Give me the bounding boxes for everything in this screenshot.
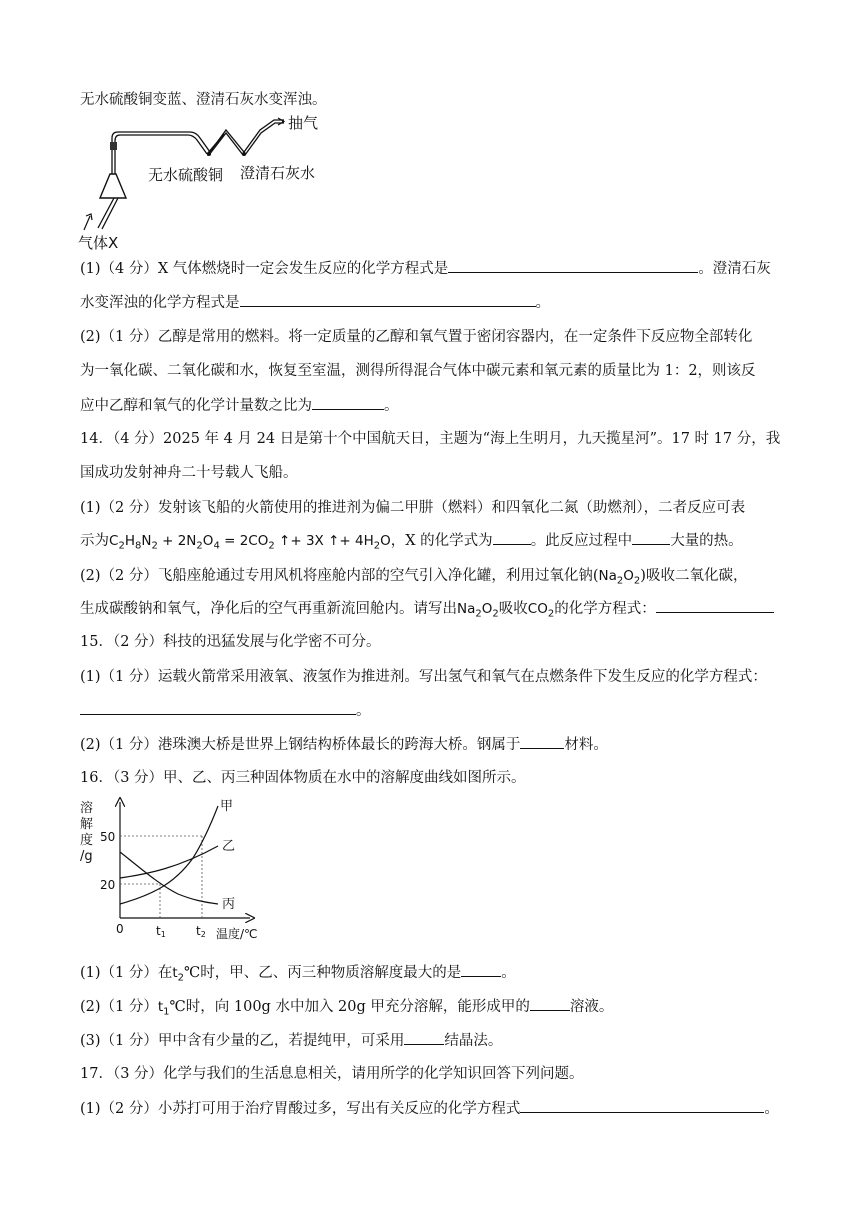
answer-blank[interactable] (632, 530, 670, 545)
q13-part1-text-c: 水变浑浊的化学方程式是 (80, 295, 240, 311)
q16-part1-end: 。 (501, 965, 516, 981)
q14-part2-text-b: )吸收二氧化碳， (640, 568, 748, 584)
q14-text-d: 大量的热。 (670, 533, 743, 549)
q17-stem: 17．（3 分）化学与我们的生活息息相关，请用所学的化学知识回答下列问题。 (80, 1066, 584, 1082)
reaction-equation: $C_2H_8N_2 + 2N_2O_4 = 2CO_2$ ↑+ 3X ↑+ $4H_2O$ (109, 533, 391, 552)
q14-part2-text-d: 吸收 (498, 601, 528, 617)
answer-blank[interactable] (240, 292, 536, 307)
solubility-chart (78, 796, 278, 944)
y-label-1: 溶 (80, 801, 94, 816)
formula-co2: $CO_2$ (527, 601, 555, 620)
formula-na2o2: $Na_2O_2$ (457, 601, 499, 620)
q14-text-a: 示为 (80, 533, 109, 549)
q15-part1-end: 。 (356, 703, 371, 719)
q17-part1 (80, 1098, 779, 1119)
q16-part3-end: 结晶法。 (444, 1033, 503, 1049)
q14-text-b: ，X 的化学式为 (390, 533, 493, 549)
series-label-bing: 丙 (222, 897, 236, 912)
curve-yi (120, 846, 218, 878)
q15-part1-line1: (1)（1 分）运载火箭常采用液氧、液氢作为推进剂。写出氢气和氧气在点燃条件下发生反应的化学方程式： (80, 669, 767, 685)
q15-part2-text: (2)（1 分）港珠澳大桥是世界上钢结构桥体最长的跨海大桥。钢属于 (80, 737, 521, 753)
q17-part1-text: (1)（2 分）小苏打可用于治疗胃酸过多，写出有关反应的化学方程式 (80, 1101, 521, 1117)
q13-part1-text-d: 。 (535, 295, 550, 311)
q13-part2-line2: 为一氧化碳、二氧化碳和水，恢复至室温，测得所得混合气体中碳元素和氧元素的质量比为 1：2，则该反 (80, 363, 756, 379)
q15-part1-line2 (80, 700, 371, 721)
q14-part2-line1 (80, 566, 747, 592)
answer-blank[interactable] (493, 530, 531, 545)
temp-t2: $t_2$ (172, 965, 185, 984)
q13-part2-line1: (2)（1 分）乙醇是常用的燃料。将一定质量的乙醇和氧气置于密闭容器内，在一定条件下反应物全部转化 (80, 329, 753, 345)
q14-part2-text-c: 生成碳酸钠和氧气，净化后的空气再重新流回舱内。请写出 (80, 601, 457, 617)
q16-part1-text-b: ℃时，甲、乙、丙三种物质溶解度最大的是 (184, 965, 462, 981)
y-tick-20: 20 (100, 878, 116, 892)
q16-part1 (80, 962, 516, 989)
formula-na2o2: $Na_2O_2$ (598, 568, 641, 587)
q13-part1-text-b: 。澄清石灰 (698, 261, 771, 277)
answer-blank[interactable] (404, 1030, 444, 1045)
series-label-jia: 甲 (220, 799, 234, 814)
answer-blank[interactable] (656, 598, 774, 613)
answer-blank[interactable] (520, 1098, 764, 1113)
q16-part2-text-b: ℃时，向 100g 水中加入 20g 甲充分溶解，能形成甲的 (169, 999, 530, 1015)
q16-part3 (80, 1030, 502, 1051)
y-label-2: 解 (80, 817, 94, 832)
q16-part2-end: 溶液。 (569, 999, 614, 1015)
y-label-3: 度 (80, 833, 94, 848)
q14-part2-text-e: 的化学方程式： (554, 601, 656, 617)
q14-stem-line1: 14．（4 分）2025 年 4 月 24 日是第十个中国航天日，主题为“海上生明月，九天揽星河”。17 时 17 分，我 (80, 431, 781, 447)
q16-part2 (80, 996, 613, 1023)
q15-part2-end: 材料。 (564, 737, 608, 753)
limewater-label: 澄清石灰水 (240, 164, 316, 182)
answer-blank[interactable] (530, 996, 570, 1011)
q15-part2 (80, 734, 608, 755)
q16-stem: 16．（3 分）甲、乙、丙三种固体物质在水中的溶解度曲线如图所示。 (80, 770, 526, 786)
x-tick-t1: t1 (156, 924, 166, 939)
apparatus-figure (78, 112, 348, 254)
funnel (100, 174, 126, 198)
series-label-yi: 乙 (222, 839, 236, 854)
answer-blank[interactable] (80, 700, 356, 715)
q15-stem: 15．（2 分）科技的迅猛发展与化学密不可分。 (80, 634, 381, 650)
answer-blank[interactable] (448, 258, 698, 273)
q13-part1-line1 (80, 258, 771, 279)
answer-blank[interactable] (461, 962, 501, 977)
pump-label: 抽气 (288, 114, 319, 132)
intro-text: 无水硫酸铜变蓝、澄清石灰水变浑浊。 (80, 92, 327, 108)
y-label-4: /g (80, 849, 93, 864)
q14-text-c: 。此反应过程中 (530, 533, 633, 549)
x-axis-label: 温度/℃ (216, 927, 258, 941)
y-tick-50: 50 (100, 830, 116, 844)
q14-part2-line2 (80, 598, 774, 625)
q13-part1-line2 (80, 292, 550, 313)
q14-part2-text-a: (2)（2 分）飞船座舱通过专用风机将座舱内部的空气引入净化罐，利用过氧化钠( (80, 568, 599, 584)
answer-blank[interactable] (520, 734, 564, 749)
q14-part1-line1: (1)（2 分）发射该飞船的火箭使用的推进剂为偏二甲肼（燃料）和四氧化二氮（助燃剂），二者反应可表 (80, 500, 746, 516)
answer-blank[interactable] (312, 395, 384, 410)
x-tick-0: 0 (116, 922, 124, 936)
curve-bing (120, 852, 218, 904)
q16-part1-text-a: (1)（1 分）在 (80, 965, 173, 981)
temp-t1: $t_1$ (157, 999, 170, 1018)
q16-part2-text-a: (2)（1 分） (80, 999, 158, 1015)
q13-part2-end: 。 (384, 398, 399, 414)
q16-part3-text: (3)（1 分）甲中含有少量的乙，若提纯甲，可采用 (80, 1033, 405, 1049)
x-tick-t2: t2 (196, 924, 206, 939)
q13-part1-text: (1)（4 分）X 气体燃烧时一定会发生反应的化学方程式是 (80, 261, 449, 277)
gas-x-label: 气体X (78, 234, 119, 252)
cuso4-label: 无水硫酸铜 (148, 166, 224, 184)
q14-stem-line2: 国成功发射神舟二十号载人飞船。 (80, 465, 298, 481)
q13-part2-line3 (80, 395, 399, 416)
q13-part2-text: 应中乙醇和氧气的化学计量数之比为 (80, 398, 312, 414)
q14-part1-line2 (80, 530, 743, 557)
q17-part1-end: 。 (764, 1101, 779, 1117)
